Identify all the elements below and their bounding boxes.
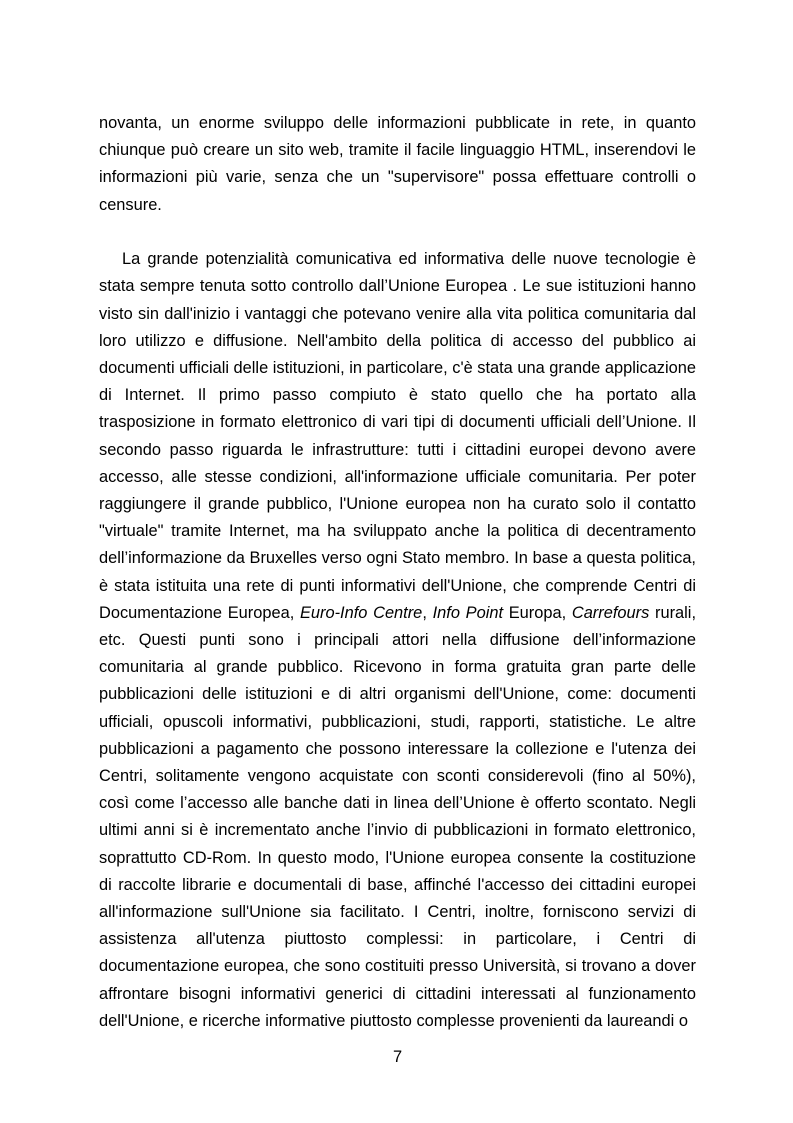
paragraph-2-text-c: Europa, [503, 603, 572, 622]
paragraph-2 [99, 246, 696, 1035]
info-point-term: Info Point [432, 603, 504, 622]
paragraph-2-text-d: rurali, etc. Questi punti sono i principali attori nella diffusione dell’informazione comunitaria al grande pubblico. Ricevono in forma gratuita gran parte delle pubblicazioni delle istituzioni e di altri organismi dell'Unione, come: documenti ufficiali, opuscoli informativi, pubblicazioni, studi, rapporti, statistiche. Le altre pubblicazioni a pagamento che possono interessare la collezione e l'utenza dei Centri, solitamente vengono acquistate con sconti considerevoli (fino al 50%), così come l’accesso alle banche dati in linea dell’Unione è offerto scontato. Negli ultimi anni si è incrementato anche l’invio di pubblicazioni in formato elettronico, soprattutto CD-Rom. In questo modo, l'Unione europea consente la costituzione di raccolte librarie e documentali di base, affinché l'accesso dei cittadini europei all'informazione sull'Unione sia facilitato. I Centri, inoltre, forniscono servizi di assistenza all'utenza piuttosto complessi: in particolare, i Centri di documentazione europea, che sono costituiti presso Università, si trovano a dover affrontare bisogni informativi generici di cittadini interessati al funzionamento dell'Unione, e ricerche informative piuttosto complesse provenienti da laureandi o [99, 603, 696, 1030]
euro-info-centre-term: Euro-Info Centre [299, 603, 423, 622]
paragraph-2-text-a: La grande potenzialità comunicativa ed informativa delle nuove tecnologie è stata sempre tenuta sotto controllo dall’Unione Europea . Le sue istituzioni hanno visto sin dall'inizio i vantaggi che potevano venire alla vita politica comunitaria dal loro utilizzo e diffusione. Nell'ambito della politica di accesso del pubblico ai documenti ufficiali delle istituzioni, in particolare, c'è stata una grande applicazione di Internet. Il primo passo compiuto è stato quello che ha portato alla trasposizione in formato elettronico di vari tipi di documenti ufficiali dell’Unione. Il secondo passo riguarda le infrastrutture: tutti i cittadini europei devono avere accesso, alle stesse condizioni, all'informazione ufficiale comunitaria. Per poter raggiungere il grande pubblico, l'Unione europea non ha curato solo il contatto "virtuale" tramite Internet, ma ha sviluppato anche la politica di decentramento dell’informazione da Bruxelles verso ogni Stato membro. In base a questa politica, è stata istituita una rete di punti informativi dell'Unione, che comprende Centri di Documentazione Europea, [99, 250, 696, 622]
page-number: 7 [392, 1048, 403, 1066]
document-body [99, 110, 696, 1035]
carrefours-term: Carrefours [571, 603, 650, 622]
paragraph-1 [99, 110, 696, 219]
paragraph-1-text: novanta, un enorme sviluppo delle informazioni pubblicate in rete, in quanto chiunque può creare un sito web, tramite il facile linguaggio HTML, inserendovi le informazioni più varie, senza che un "supervisore" possa effettuare controlli o censure. [99, 114, 696, 214]
paragraph-2-text-b: , [422, 603, 433, 622]
